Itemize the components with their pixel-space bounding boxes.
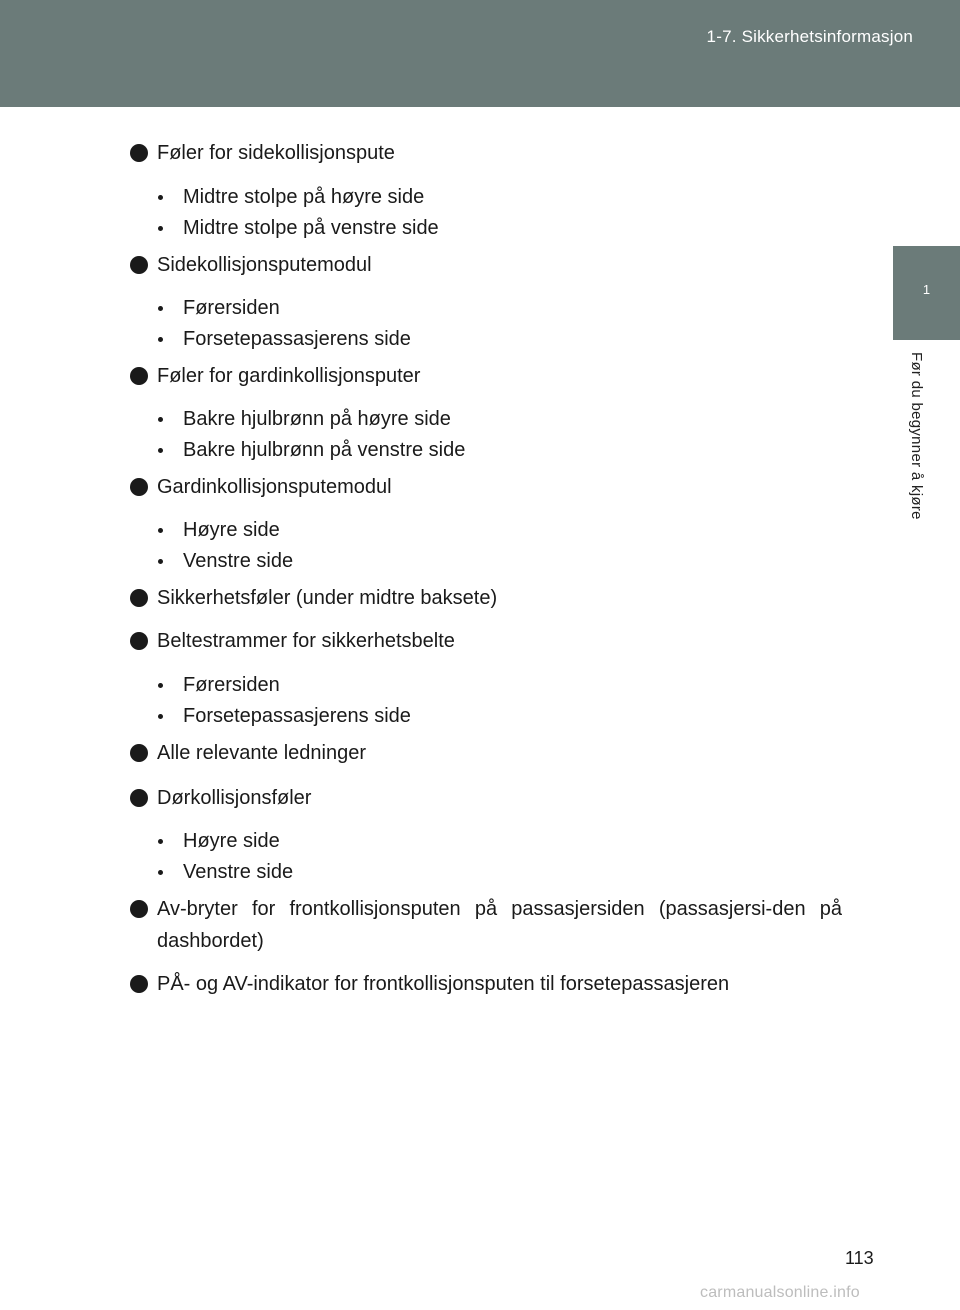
sub-item (155, 547, 293, 575)
sub-bullet-icon (158, 714, 163, 719)
item-text: Dørkollisjonsføler (157, 787, 312, 809)
item-text: Alle relevante ledninger (157, 742, 367, 764)
sub-item (155, 214, 439, 242)
sub-item-text: Venstre side (183, 861, 294, 883)
bullet-icon (130, 367, 148, 385)
bullet-icon (130, 900, 148, 918)
sub-item (155, 516, 280, 544)
sub-item-text: Førersiden (183, 674, 280, 696)
sub-item-text: Forsetepassasjerens side (183, 705, 411, 727)
header-band (0, 0, 960, 107)
sub-item (155, 436, 465, 464)
bullet-icon (130, 975, 148, 993)
list-item (130, 249, 842, 281)
sub-item (155, 183, 424, 211)
list-item (130, 737, 842, 769)
sub-item-text: Bakre hjulbrønn på høyre side (183, 408, 451, 430)
sub-bullet-icon (158, 683, 163, 688)
sub-item-text: Førersiden (183, 297, 280, 319)
sub-bullet-icon (158, 528, 163, 533)
bullet-icon (130, 589, 148, 607)
sub-item-text: Venstre side (183, 550, 294, 572)
sub-bullet-icon (158, 226, 163, 231)
sub-item (155, 827, 280, 855)
bullet-icon (130, 789, 148, 807)
sub-item-text: Forsetepassasjerens side (183, 328, 411, 350)
bullet-icon (130, 632, 148, 650)
sub-item (155, 405, 451, 433)
sub-item (155, 325, 411, 353)
watermark: carmanualsonline.info (700, 1284, 860, 1301)
sub-item-text: Bakre hjulbrønn på venstre side (183, 439, 466, 461)
chapter-tab (893, 246, 960, 340)
sub-bullet-icon (158, 195, 163, 200)
chapter-number: 1 (922, 282, 931, 297)
item-text: Beltestrammer for sikkerhetsbelte (157, 630, 455, 652)
list-item (130, 471, 842, 503)
list-item (130, 893, 842, 957)
item-text: PÅ- og AV-indikator for frontkollisjonsputen til forsetepassasjeren (157, 973, 730, 995)
chapter-title: Før du begynner å kjøre (908, 352, 925, 520)
sub-item-text: Høyre side (183, 830, 280, 852)
section-title: 1-7. Sikkerhetsinformasjon (706, 27, 913, 46)
item-text: Føler for sidekollisjonspute (157, 142, 395, 164)
item-text: Gardinkollisjonsputemodul (157, 476, 392, 498)
list-item (130, 582, 842, 614)
list-item (130, 968, 842, 1000)
page-number: 113 (845, 1248, 874, 1268)
sub-item-text: Midtre stolpe på høyre side (183, 186, 425, 208)
bullet-icon (130, 744, 148, 762)
list-item (130, 782, 842, 814)
sub-bullet-icon (158, 337, 163, 342)
sub-item-text: Midtre stolpe på venstre side (183, 217, 439, 239)
sub-bullet-icon (158, 417, 163, 422)
item-text: Av-bryter for frontkollisjonsputen på passasjersiden (passasjersi-den på dashbordet) (157, 898, 842, 952)
item-text: Føler for gardinkollisjonsputer (157, 365, 421, 387)
sub-item (155, 858, 293, 886)
item-text: Sikkerhetsføler (under midtre baksete) (157, 587, 498, 609)
list-item (130, 625, 842, 657)
sub-bullet-icon (158, 559, 163, 564)
bullet-icon (130, 144, 148, 162)
sub-item-text: Høyre side (183, 519, 280, 541)
bullet-icon (130, 478, 148, 496)
bullet-icon (130, 256, 148, 274)
sub-item (155, 671, 280, 699)
sub-bullet-icon (158, 448, 163, 453)
list-item (130, 137, 842, 169)
sub-item (155, 294, 280, 322)
sub-item (155, 702, 411, 730)
sub-bullet-icon (158, 870, 163, 875)
sub-bullet-icon (158, 306, 163, 311)
list-item (130, 360, 842, 392)
sub-bullet-icon (158, 839, 163, 844)
item-text: Sidekollisjonsputemodul (157, 254, 372, 276)
